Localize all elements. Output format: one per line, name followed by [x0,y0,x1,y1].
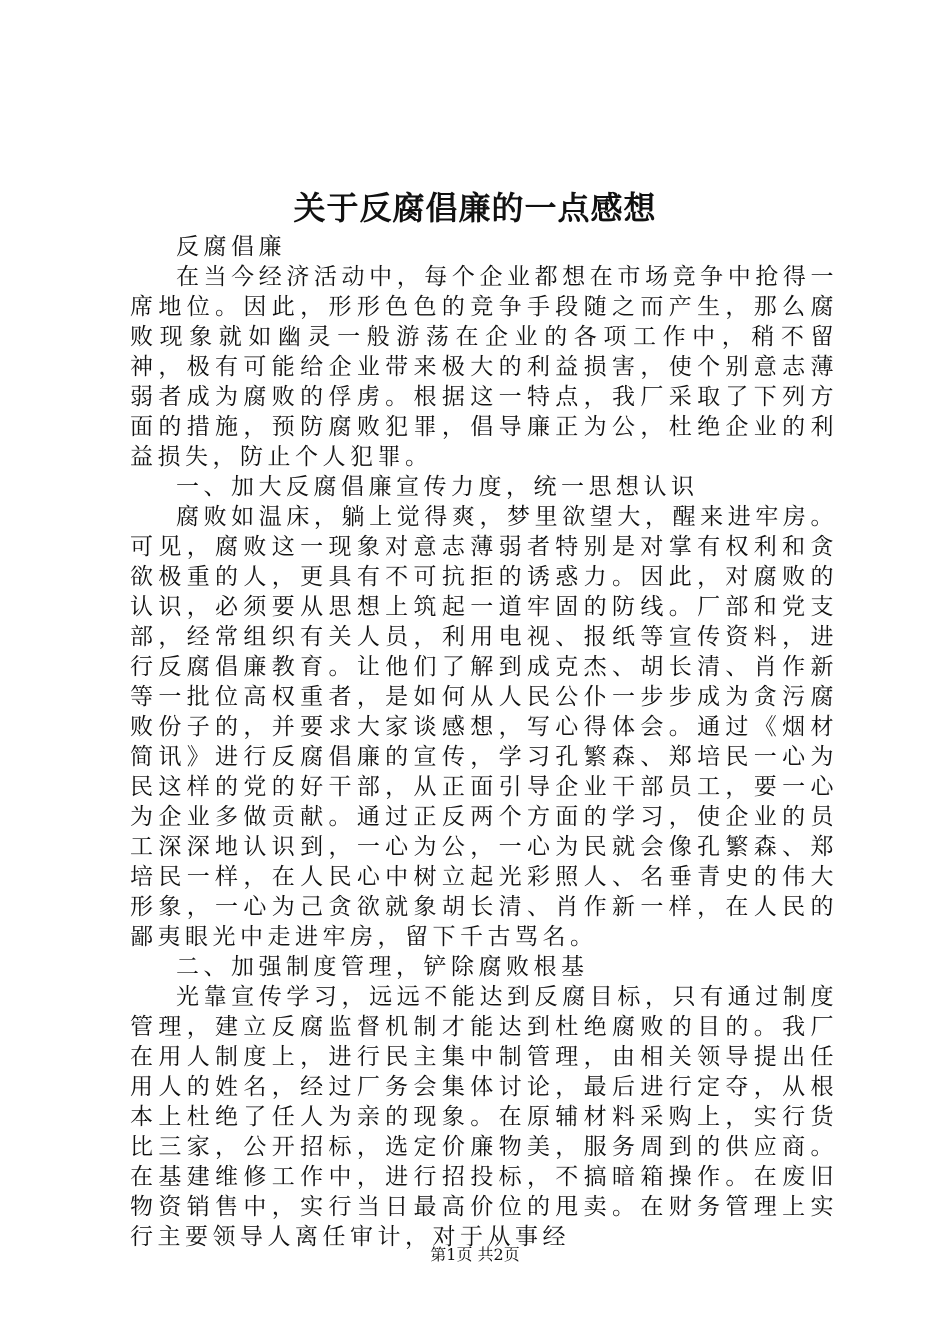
document-title: 关于反腐倡廉的一点感想 [293,189,657,227]
page-number-footer: 第1页 共2页 [430,1245,520,1264]
section-heading-2: 二、加强制度管理，铲除腐败根基 [176,954,589,980]
paragraph-keyword: 反腐倡廉 [176,234,286,260]
document-body [130,232,838,1252]
paragraph-intro: 在当今经济活动中，每个企业都想在市场竞争中抢得一席地位。因此，形形色色的竞争手段随之而产生，那么腐败现象就如幽灵一般游荡在企业的各项工作中，稍不留神，极有可能给企业带来极大的利益损害，使个别意志薄弱者成为腐败的俘虏。根据这一特点，我厂采取了下列方面的措施，预防腐败犯罪，倡导廉正为公，杜绝企业的利益损失，防止个人犯罪。 [130,264,838,470]
section-heading-1: 一、加大反腐倡廉宣传力度，统一思想认识 [176,474,699,500]
paragraph-section-1: 腐败如温床，躺上觉得爽，梦里欲望大，醒来进牢房。可见，腐败这一现象对意志薄弱者特别是对掌有权利和贪欲极重的人，更具有不可抗拒的诱惑力。因此，对腐败的认识，必须要从思想上筑起一道牢固的防线。厂部和党支部，经常组织有关人员，利用电视、报纸等宣传资料，进行反腐倡廉教育。让他们了解到成克杰、胡长清、肖作新等一批位高权重者，是如何从人民公仆一步步成为贪污腐败份子的，并要求大家谈感想，写心得体会。通过《烟材简讯》进行反腐倡廉的宣传，学习孔繁森、郑培民一心为民这样的党的好干部，从正面引导企业干部员工，要一心为企业多做贡献。通过正反两个方面的学习，使企业的员工深深地认识到，一心为公，一心为民就会像孔繁森、郑培民一样，在人民心中树立起光彩照人、名垂青史的伟大形象，一心为己贪欲就象胡长清、肖作新一样，在人民的鄙夷眼光中走进牢房，留下千古骂名。 [130,504,838,950]
paragraph-section-2: 光靠宣传学习，远远不能达到反腐目标，只有通过制度管理，建立反腐监督机制才能达到杜绝腐败的目的。我厂在用人制度上，进行民主集中制管理，由相关领导提出任用人的姓名，经过厂务会集体讨论，最后进行定夺，从根本上杜绝了任人为亲的现象。在原辅材料采购上，实行货比三家，公开招标，选定价廉物美，服务周到的供应商。在基建维修工作中，进行招投标，不搞暗箱操作。在废旧物资销售中，实行当日最高价位的甩卖。在财务管理上实行主要领导人离任审计，对于从事经 [130,984,838,1250]
